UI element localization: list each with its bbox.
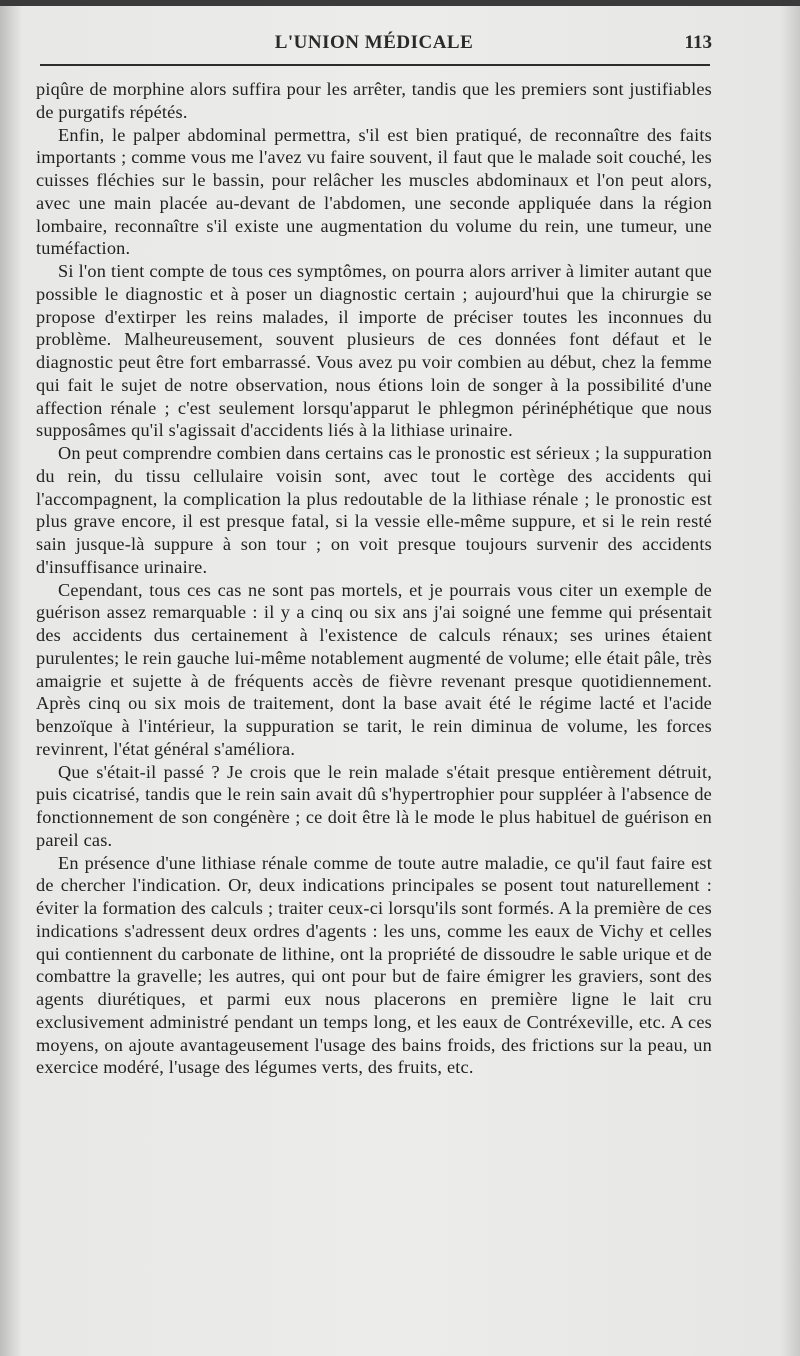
header-rule bbox=[40, 64, 710, 66]
scan-edge bbox=[0, 0, 800, 6]
paragraph-case-example: Cependant, tous ces cas ne sont pas mortels, et je pourrais vous citer un exemple de guérison assez remarquable : il y a cinq ou six ans j'ai soigné une femme qui présentait des accidents dus certainement à l'existence de calculs rénaux; ses urines étaient purulentes; le rein gauche lui-même notablement augmenté de volume; elle était pâle, très amaigrie et sujette à de fréquents accès de fièvre revenant presque quotidiennement. Après cinq ou six mois de traitement, dont la base avait été le régime lacté et l'acide benzoïque à l'intérieur, la suppuration se tarit, le rein diminua de volume, les forces revinrent, l'état général s'améliora. bbox=[36, 579, 712, 759]
paragraph-palpation: Enfin, le palper abdominal permettra, s'il est bien pratiqué, de reconnaître des faits importants ; comme vous me l'avez vu faire souvent, il faut que le malade soit couché, les cuisses fléchies sur le bassin, pour relâcher les muscles abdominaux et l'on peut alors, avec une main placée au-devant de l'abdomen, une seconde appliquée dans la région lombaire, reconnaître s'il existe une augmentation du volume du rein, une tumeur, une tuméfaction. bbox=[36, 124, 712, 259]
paragraph-explanation: Que s'était-il passé ? Je crois que le rein malade s'était presque entièrement détruit, puis cicatrisé, tandis que le rein sain avait dû s'hypertrophier pour suppléer à l'absence de fonctionnement de son congénère ; ce doit être là le mode le plus habituel de guérison en pareil cas. bbox=[36, 761, 712, 850]
page-number: 113 bbox=[684, 32, 712, 53]
body-text bbox=[36, 78, 712, 1079]
paragraph-treatment: En présence d'une lithiase rénale comme de toute autre maladie, ce qu'il faut faire est de chercher l'indication. Or, deux indications principales se posent tout naturellement : éviter la formation des calculs ; traiter ceux-ci lorsqu'ils sont formés. A la première de ces indications s'adressent deux ordres d'agents : les uns, comme les eaux de Vichy et celles qui contiennent du carbonate de lithine, ont la propriété de dissoudre le sable urique et de combattre la gravelle; les autres, qui ont pour but de faire émigrer les graviers, sont des agents diurétiques, et parmi eux nous placerons en première ligne le lait cru exclusivement administré pendant un temps long, et les eaux de Contréxeville, etc. A ces moyens, on ajoute avantageusement l'usage des bains froids, des frictions sur la peau, un exercice modéré, l'usage des légumes verts, des fruits, etc. bbox=[36, 852, 712, 1078]
running-header bbox=[36, 30, 712, 58]
paragraph-prognosis: On peut comprendre combien dans certains cas le pronostic est sérieux ; la suppuration du rein, du tissu cellulaire voisin sont, avec tout le cortège des accidents qui l'accompagnent, la complication la plus redoutable de la lithiase rénale ; le pronostic est plus grave encore, il est presque fatal, si la vessie elle-même suppure, et si le rein resté sain jusque-là suppure à son tour ; on voit presque toujours survenir des accidents d'insuffisance urinaire. bbox=[36, 443, 712, 577]
paragraph-continuation: piqûre de morphine alors suffira pour les arrêter, tandis que les premiers sont justifiables de purgatifs répétés. bbox=[36, 79, 712, 122]
journal-title: L'UNION MÉDICALE bbox=[274, 32, 474, 53]
paragraph-diagnosis: Si l'on tient compte de tous ces symptômes, on pourra alors arriver à limiter autant que possible le diagnostic et à poser un diagnostic certain ; aujourd'hui que la chirurgie se propose d'extirper les reins malades, il importe de préciser toutes les inconnues du problème. Malheureusement, souvent plusieurs de ces données font défaut et le diagnostic peut être fort embarrassé. Vous avez pu voir combien au début, chez la femme qui fait le sujet de notre observation, nous étions loin de songer à la possibilité d'une affection rénale ; c'est seulement lorsqu'apparut le phlegmon périnéphétique que nous supposâmes qu'il s'agissait d'accidents liés à la lithiase urinaire. bbox=[36, 261, 712, 441]
